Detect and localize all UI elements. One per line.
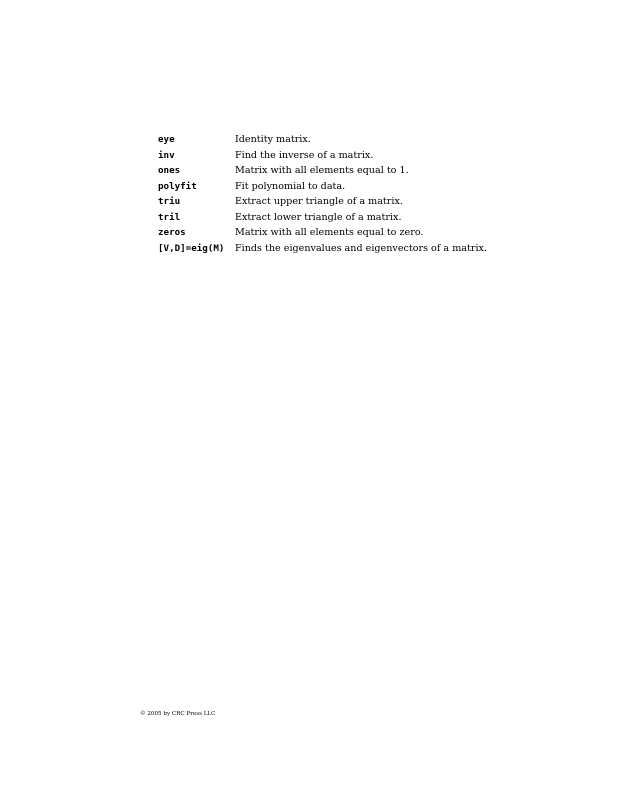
- command-table: [158, 132, 578, 256]
- command-name: ones: [158, 165, 181, 176]
- table-row: [158, 132, 578, 148]
- command-description: Extract upper triangle of a matrix.: [235, 196, 403, 207]
- command-description: Extract lower triangle of a matrix.: [235, 211, 402, 223]
- command-description: Matrix with all elements equal to zero.: [235, 227, 424, 238]
- command-description: Matrix with all elements equal to 1.: [235, 165, 409, 176]
- table-row: [158, 179, 578, 195]
- command-name: inv: [158, 149, 175, 161]
- table-row: [158, 210, 578, 226]
- command-name: [V,D]=eig(M): [158, 242, 225, 254]
- command-name: zeros: [158, 227, 186, 238]
- command-name: tril: [158, 211, 181, 223]
- table-row: [158, 241, 578, 257]
- command-name: polyfit: [158, 180, 197, 192]
- command-description: Fit polynomial to data.: [235, 180, 346, 192]
- table-row: [158, 194, 578, 210]
- table-row: [158, 163, 578, 179]
- table-row: [158, 148, 578, 164]
- command-description: Find the inverse of a matrix.: [235, 149, 374, 161]
- command-description: Identity matrix.: [235, 134, 311, 145]
- command-name: triu: [158, 196, 181, 207]
- command-name: eye: [158, 134, 175, 145]
- command-description: Finds the eigenvalues and eigenvectors of a matrix.: [235, 242, 487, 254]
- table-row: [158, 225, 578, 241]
- copyright-footer: © 2005 by CRC Press LLC: [140, 711, 216, 717]
